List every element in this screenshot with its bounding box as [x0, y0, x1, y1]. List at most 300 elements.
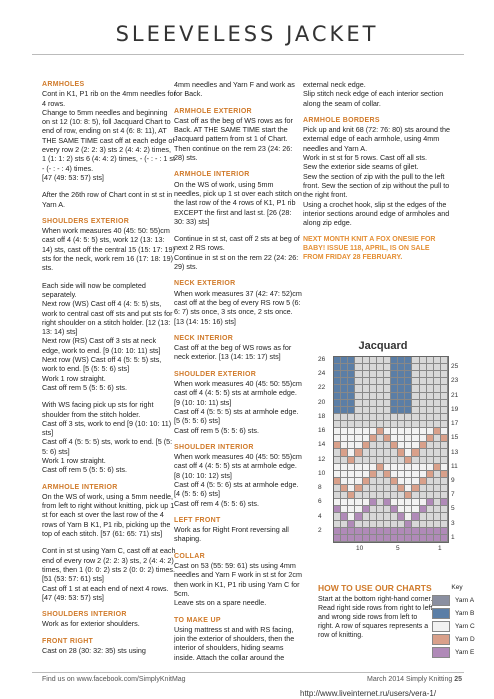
chart-cell: [377, 435, 384, 442]
chart-cell: [427, 535, 434, 542]
chart-cell: [441, 513, 448, 520]
chart-cell: [370, 535, 377, 542]
section: [303, 80, 451, 108]
section: [42, 483, 176, 539]
chart-cell: [427, 457, 434, 464]
chart-cell: [427, 449, 434, 456]
paragraph: Cont in st st using Yarn C, cast off at each end of every row 2 (2: 2: 3) sts, 2 (4: 4: 2) times, then 1 (0: 0: 2) sts 2 (0: 0: 2) times. [51 (53: 57: 61) sts]: [42, 546, 176, 584]
chart-cell: [398, 449, 405, 456]
chart-cell: [341, 400, 348, 407]
chart-cell: [434, 442, 441, 449]
chart-cell: [412, 513, 419, 520]
chart-cell: [391, 357, 398, 364]
chart-cell: [420, 407, 427, 414]
chart-cell: [341, 435, 348, 442]
section: [174, 170, 302, 226]
chart-cell: [420, 471, 427, 478]
chart-cell: [348, 400, 355, 407]
chart-cell: [370, 414, 377, 421]
chart-cell: [405, 378, 412, 385]
chart-cell: [398, 464, 405, 471]
chart-row: [334, 378, 448, 385]
chart-cell: [363, 400, 370, 407]
chart-cell: [384, 535, 391, 542]
chart-cell: [412, 428, 419, 435]
chart-cell: [412, 471, 419, 478]
chart-cell: [441, 535, 448, 542]
chart-cell: [398, 364, 405, 371]
chart-cell: [412, 442, 419, 449]
paragraph: Work in st st for 5 rows. Cast off all sts.: [303, 153, 427, 163]
key-item: [432, 646, 482, 659]
chart-cell: [370, 513, 377, 520]
chart-cell: [363, 414, 370, 421]
chart-cell: [427, 492, 434, 499]
chart-cell: [412, 478, 419, 485]
chart-cell: [370, 442, 377, 449]
chart-cell: [370, 364, 377, 371]
chart-cell: [427, 378, 434, 385]
chart-cell: [334, 528, 341, 535]
chart-cell: [377, 478, 384, 485]
paragraph: Cast off 4 (5: 5: 6) sts at armhole edge. [4 (5: 5: 6) sts]: [174, 479, 299, 499]
chart-cell: [398, 457, 405, 464]
chart-cell: [405, 435, 412, 442]
chart-cell: [434, 471, 441, 478]
chart-cell: [441, 407, 448, 414]
chart-cell: [363, 421, 370, 428]
paragraph: Slip stitch neck edge of each interior section along the seam of collar.: [303, 89, 444, 108]
chart-cell: [420, 435, 427, 442]
section: [174, 370, 302, 435]
footer-issue: [367, 676, 462, 683]
chart-cell: [391, 393, 398, 400]
y-tick-label: 14: [318, 441, 326, 449]
paragraph: Cast off at the beg of WS rows as for neck exterior. [13 (14: 15: 17) sts]: [174, 343, 292, 362]
how-to-use-charts: [318, 584, 433, 640]
chart-cell: [384, 521, 391, 528]
key-label: Yarn C: [455, 623, 475, 630]
paragraph: Cast off 3 sts, work to end [9 (10: 10: 11) sts]: [42, 418, 172, 438]
chart-cell: [363, 499, 370, 506]
chart-cell: [370, 400, 377, 407]
chart-cell: [370, 528, 377, 535]
chart-row: [334, 371, 448, 378]
chart-cell: [384, 449, 391, 456]
chart-cell: [412, 393, 419, 400]
chart-cell: [363, 464, 370, 471]
chart-cell: [420, 535, 427, 542]
chart-cell: [427, 521, 434, 528]
chart-cell: [348, 457, 355, 464]
chart-row: [334, 449, 448, 456]
chart-cell: [334, 371, 341, 378]
chart-cell: [391, 414, 398, 421]
chart-cell: [348, 449, 355, 456]
chart-cell: [412, 492, 419, 499]
chart-cell: [370, 393, 377, 400]
y-tick-label: 3: [451, 519, 455, 527]
chart-cell: [420, 364, 427, 371]
chart-cell: [348, 478, 355, 485]
chart-cell: [391, 464, 398, 471]
chart-cell: [334, 428, 341, 435]
chart-cell: [391, 421, 398, 428]
chart-cell: [377, 464, 384, 471]
chart-cell: [355, 421, 362, 428]
chart-cell: [355, 478, 362, 485]
section-heading: ARMHOLE INTERIOR: [174, 171, 250, 179]
chart-cell: [405, 471, 412, 478]
chart-cell: [441, 378, 448, 385]
chart-cell: [363, 449, 370, 456]
chart-cell: [348, 393, 355, 400]
chart-cell: [377, 442, 384, 449]
chart-cell: [427, 371, 434, 378]
chart-cell: [334, 499, 341, 506]
chart-cell: [398, 478, 405, 485]
chart-cell: [348, 357, 355, 364]
chart-row: [334, 393, 448, 400]
chart-cell: [398, 492, 405, 499]
chart-cell: [398, 499, 405, 506]
section: [174, 107, 302, 163]
chart-cell: [363, 528, 370, 535]
chart-cell: [334, 378, 341, 385]
chart-cell: [348, 485, 355, 492]
chart-cell: [355, 428, 362, 435]
paragraph: Using mattress st and with RS facing, join the exterior of shoulders, then the interior of shoulders, hiding seams inside. Attach the collar around the: [174, 624, 295, 662]
footer-magazine: March 2014 Simply Knitting: [367, 676, 453, 683]
chart-cell: [427, 499, 434, 506]
section: [174, 516, 302, 544]
chart-cell: [363, 435, 370, 442]
y-tick-label: 22: [318, 384, 326, 392]
chart-cell: [405, 371, 412, 378]
chart-cell: [348, 442, 355, 449]
section-heading: ARMHOLE BORDERS: [303, 116, 380, 124]
chart-cell: [341, 464, 348, 471]
paragraph: Cast off as the beg of WS rows as for Back. AT THE SAME TIME start the Jacquard pattern from st 1 of Chart. Then continue on the rem 23 (24: 26: 28) sts.: [174, 115, 293, 163]
chart-cell: [348, 414, 355, 421]
chart-cell: [405, 421, 412, 428]
chart-cell: [384, 421, 391, 428]
section: [42, 281, 176, 393]
chart-cell: [377, 414, 384, 421]
chart-cell: [420, 385, 427, 392]
chart-cell: [391, 435, 398, 442]
chart-cell: [341, 442, 348, 449]
section: [174, 552, 302, 608]
key-label: Yarn D: [455, 636, 475, 643]
chart-cell: [398, 385, 405, 392]
chart-cell: [341, 485, 348, 492]
paragraph: external neck edge.: [303, 80, 366, 89]
chart-cell: [370, 499, 377, 506]
chart-cell: [341, 407, 348, 414]
chart-cell: [391, 400, 398, 407]
chart-cell: [427, 435, 434, 442]
chart-row: [334, 521, 448, 528]
chart-cell: [341, 457, 348, 464]
chart-row: [334, 506, 448, 513]
footer: [42, 676, 462, 683]
paragraph: Continue in st st, cast off 2 sts at beg of next 2 RS rows.: [174, 234, 300, 253]
paragraph: On the WS of work, using a 5mm needle, from left to right without knitting, pick up 1 st for each st over the last row of the 4 rows of Yarn B K1, P1 rib, picking up the top of each stitch. [57 (61: 65: 71) sts]: [42, 491, 175, 539]
chart-grid: [333, 356, 449, 543]
paragraph: Sew the section of zip with the pull to the left front. Sew the section of zip without the pull to the right front.: [303, 171, 450, 200]
paragraph: Work as for exterior shoulders.: [42, 619, 140, 629]
chart-cell: [377, 393, 384, 400]
chart-cell: [355, 435, 362, 442]
paragraph: When work measures 37 (42: 47: 52)cm cast off at the beg of every RS row 5 (6: 6: 7) sts once, 3 sts once, 2 sts once. [13 (14: 15: 16) sts]: [174, 288, 302, 326]
chart-cell: [370, 506, 377, 513]
chart-cell: [405, 528, 412, 535]
chart-cell: [398, 393, 405, 400]
chart-cell: [348, 513, 355, 520]
chart-cell: [384, 357, 391, 364]
chart-cell: [334, 457, 341, 464]
key-title: Key: [451, 584, 463, 591]
chart-cell: [420, 371, 427, 378]
chart-cell: [427, 506, 434, 513]
chart-cell: [370, 457, 377, 464]
chart-cell: [405, 513, 412, 520]
chart-cell: [377, 506, 384, 513]
chart-cell: [341, 378, 348, 385]
paragraph: Continue in st st on the rem 22 (24: 26: 29) sts.: [174, 252, 299, 272]
chart-cell: [341, 357, 348, 364]
chart-cell: [348, 407, 355, 414]
chart-cell: [398, 414, 405, 421]
y-tick-label: 21: [451, 391, 459, 399]
chart-cell: [377, 499, 384, 506]
chart-cell: [398, 428, 405, 435]
chart-cell: [363, 364, 370, 371]
paragraph: Cont in K1, P1 rib on the 4mm needles for 4 rows.: [42, 89, 176, 108]
key-label: Yarn B: [455, 610, 475, 617]
chart-cell: [427, 471, 434, 478]
chart-cell: [363, 428, 370, 435]
chart-cell: [370, 478, 377, 485]
x-tick-label: 10: [356, 545, 364, 552]
y-tick-label: 11: [451, 462, 458, 470]
chart-cell: [363, 385, 370, 392]
chart-cell: [420, 449, 427, 456]
chart-cell: [334, 414, 341, 421]
chart-cell: [348, 471, 355, 478]
chart-cell: [370, 428, 377, 435]
chart-cell: [348, 528, 355, 535]
chart-cell: [377, 385, 384, 392]
chart-cell: [412, 449, 419, 456]
chart-cell: [398, 442, 405, 449]
chart-cell: [398, 521, 405, 528]
chart-cell: [427, 464, 434, 471]
chart-cell: [398, 528, 405, 535]
chart-cell: [427, 407, 434, 414]
chart-cell: [441, 499, 448, 506]
chart-cell: [434, 499, 441, 506]
chart-row: [334, 400, 448, 407]
chart-cell: [334, 449, 341, 456]
chart-cell: [384, 506, 391, 513]
chart-cell: [355, 535, 362, 542]
chart-cell: [391, 371, 398, 378]
chart-cell: [434, 378, 441, 385]
chart-cell: [355, 414, 362, 421]
chart-cell: [334, 521, 341, 528]
paragraph: Cast off rem 5 (5: 5: 6) sts.: [42, 382, 127, 392]
chart-cell: [391, 378, 398, 385]
chart-cell: [341, 492, 348, 499]
chart-cell: [412, 378, 419, 385]
chart-cell: [384, 371, 391, 378]
chart-cell: [348, 435, 355, 442]
chart-cell: [405, 492, 412, 499]
chart-row: [334, 485, 448, 492]
chart-cell: [398, 378, 405, 385]
chart-cell: [363, 485, 370, 492]
chart-cell: [334, 506, 341, 513]
chart-cell: [384, 485, 391, 492]
chart-cell: [355, 457, 362, 464]
page-number: 25: [454, 676, 462, 683]
chart-cell: [341, 499, 348, 506]
chart-cell: [384, 492, 391, 499]
chart-cell: [348, 364, 355, 371]
chart-cell: [384, 457, 391, 464]
chart-cell: [377, 421, 384, 428]
chart-cell: [398, 435, 405, 442]
chart-cell: [334, 385, 341, 392]
chart-cell: [391, 492, 398, 499]
chart-cell: [434, 407, 441, 414]
page-title: SLEEVELESS JACKET: [115, 22, 379, 46]
chart-cell: [348, 378, 355, 385]
section-heading: FRONT RIGHT: [42, 637, 94, 645]
key-swatch: [432, 608, 450, 619]
chart-cell: [334, 407, 341, 414]
chart-cell: [412, 435, 419, 442]
chart-cell: [398, 357, 405, 364]
chart-cell: [391, 485, 398, 492]
section-heading: SHOULDER INTERIOR: [174, 443, 254, 451]
chart-cell: [434, 464, 441, 471]
chart-cell: [427, 528, 434, 535]
chart-cell: [377, 371, 384, 378]
chart-cell: [334, 421, 341, 428]
section: [303, 116, 451, 228]
y-tick-label: 9: [451, 476, 455, 484]
chart-cell: [370, 492, 377, 499]
chart-cell: [391, 471, 398, 478]
chart-cell: [384, 499, 391, 506]
chart-cell: [370, 378, 377, 385]
jacquard-chart: [318, 340, 478, 580]
chart-cell: [355, 506, 362, 513]
chart-cell: [348, 371, 355, 378]
chart-cell: [334, 485, 341, 492]
chart-cell: [420, 457, 427, 464]
chart-cell: [405, 464, 412, 471]
chart-cell: [355, 471, 362, 478]
section: [42, 80, 176, 182]
chart-cell: [434, 528, 441, 535]
chart-key: [432, 584, 482, 659]
chart-row: [334, 442, 448, 449]
paragraph: Cast off rem 4 (5: 5: 6) sts.: [174, 498, 259, 508]
chart-cell: [377, 428, 384, 435]
y-tick-label: 4: [318, 512, 322, 520]
chart-cell: [405, 414, 412, 421]
chart-cell: [341, 528, 348, 535]
chart-cell: [427, 414, 434, 421]
chart-cell: [341, 506, 348, 513]
y-tick-label: 15: [451, 434, 459, 442]
chart-cell: [355, 492, 362, 499]
chart-cell: [363, 513, 370, 520]
key-label: Yarn E: [455, 649, 475, 656]
chart-cell: [348, 385, 355, 392]
x-tick-label: 1: [438, 545, 442, 552]
chart-title: Jacquard: [358, 340, 408, 352]
chart-cell: [348, 421, 355, 428]
y-tick-label: 25: [451, 363, 459, 371]
chart-cell: [434, 428, 441, 435]
chart-cell: [441, 471, 448, 478]
chart-cell: [405, 357, 412, 364]
chart-cell: [370, 357, 377, 364]
chart-cell: [377, 521, 384, 528]
y-tick-label: 24: [318, 370, 326, 378]
watermark-url[interactable]: http://www.liveinternet.ru/users/vera-1/: [300, 689, 437, 698]
paragraph: Next row (RS) Cast off 3 sts at neck edge, work to end. [9 (10: 10: 11) sts]: [42, 336, 161, 355]
footer-facebook[interactable]: Find us on www.facebook.com/SimplyKnitMag: [42, 676, 186, 683]
y-tick-label: 6: [318, 498, 322, 506]
section: [42, 610, 176, 629]
chart-cell: [391, 442, 398, 449]
section-heading: ARMHOLE EXTERIOR: [174, 107, 252, 115]
chart-cell: [341, 471, 348, 478]
chart-cell: [348, 506, 355, 513]
chart-cell: [384, 385, 391, 392]
chart-cell: [384, 471, 391, 478]
chart-cell: [420, 400, 427, 407]
chart-row: [334, 464, 448, 471]
chart-cell: [434, 485, 441, 492]
section: [42, 400, 176, 474]
chart-cell: [363, 442, 370, 449]
chart-cell: [412, 364, 419, 371]
chart-cell: [405, 407, 412, 414]
chart-cell: [420, 499, 427, 506]
chart-cell: [420, 478, 427, 485]
chart-cell: [434, 421, 441, 428]
section: [174, 234, 302, 271]
chart-cell: [391, 457, 398, 464]
chart-cell: [434, 357, 441, 364]
chart-row: [334, 513, 448, 520]
chart-cell: [334, 364, 341, 371]
paragraph: Cast off 1 st at each end of next 4 rows. [47 (49: 53: 57) sts]: [42, 583, 169, 602]
chart-cell: [420, 378, 427, 385]
paragraph: With WS facing pick up sts for right shoulder from the stitch holder.: [42, 400, 154, 419]
paragraph: Each side will now be completed separately.: [42, 280, 146, 299]
chart-cell: [434, 393, 441, 400]
chart-cell: [334, 492, 341, 499]
chart-cell: [405, 393, 412, 400]
